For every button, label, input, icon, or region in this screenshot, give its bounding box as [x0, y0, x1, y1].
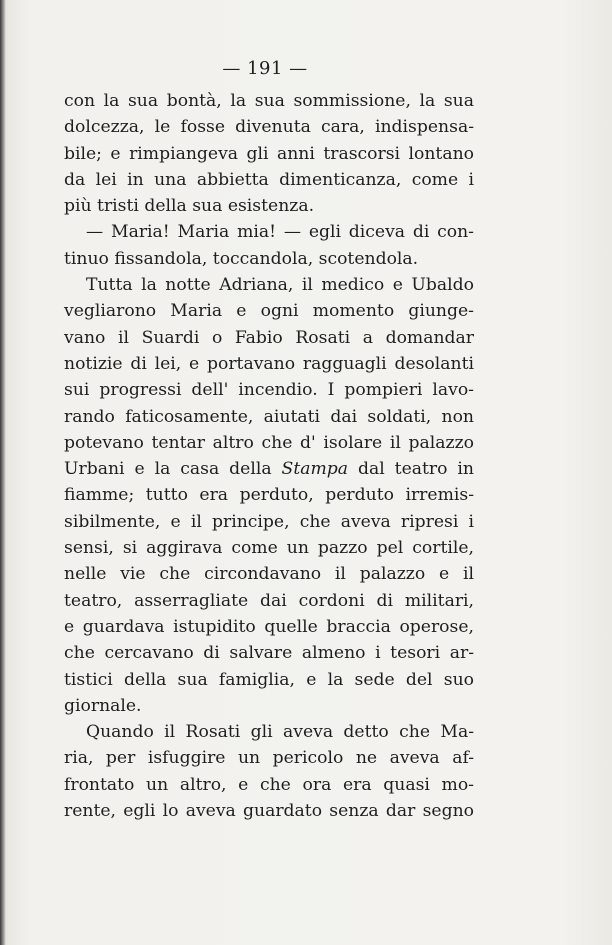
text-line: Tutta la notte Adriana, il medico e Ubaldo — [86, 275, 474, 296]
body-text — [64, 88, 474, 824]
text-line: — Maria! Maria mia! — egli diceva di con- — [86, 222, 474, 243]
text-line: tinuo fissandola, toccandola, scotendola. — [64, 248, 419, 269]
text-line: rente, egli lo aveva guardato senza dar segno — [64, 801, 474, 822]
text-line: fiamme; tutto era perduto, perduto irremis- — [64, 485, 474, 506]
text-line: potevano tentar altro che d' isolare il palazzo — [64, 432, 474, 453]
text-line: teatro, asserragliate dai cordoni di militari, — [64, 590, 474, 611]
text-line: tistici della sua famiglia, e la sede del suo — [64, 669, 474, 690]
text-line: e guardava istupidito quelle braccia operose, — [64, 616, 474, 637]
text-segment: dal teatro in — [348, 459, 474, 480]
text-line: giornale. — [64, 695, 142, 716]
text-line — [64, 456, 474, 482]
text-line: rando faticosamente, aiutati dai soldati, non — [64, 406, 474, 427]
text-line: notizie di lei, e portavano ragguagli desolanti — [64, 353, 474, 374]
text-line: da lei in una abbietta dimenticanza, come i — [64, 169, 474, 190]
text-line: ria, per isfuggire un pericolo ne aveva af- — [64, 748, 474, 769]
page-number: — 191 — — [222, 58, 308, 79]
text-line: Quando il Rosati gli aveva detto che Ma- — [86, 722, 474, 743]
text-line: sensi, si aggirava come un pazzo pel cortile, — [64, 538, 474, 559]
text-line: che cercavano di salvare almeno i tesori ar- — [64, 643, 474, 664]
text-segment: Urbani e la casa della — [64, 459, 282, 480]
text-line: con la sua bontà, la sua sommissione, la sua — [64, 91, 474, 111]
text-line: vano il Suardi o Fabio Rosati a domandar — [64, 327, 474, 348]
text-line: bile; e rimpiangeva gli anni trascorsi lontano — [64, 143, 474, 164]
text-line: più tristi della sua esistenza. — [64, 196, 315, 217]
text-line: vegliarono Maria e ogni momento giunge- — [64, 301, 474, 322]
text-line: sibilmente, e il principe, che aveva ripresi i — [64, 511, 474, 532]
text-line: frontato un altro, e che ora era quasi mo- — [64, 774, 474, 795]
text-line: sui progressi dell' incendio. I pompieri lavo- — [64, 380, 474, 401]
italic-title: Stampa — [281, 459, 349, 480]
text-line: nelle vie che circondavano il palazzo e il — [64, 564, 474, 585]
text-line: dolcezza, le fosse divenuta cara, indispensa- — [64, 117, 474, 138]
book-spine-shadow — [0, 0, 6, 945]
